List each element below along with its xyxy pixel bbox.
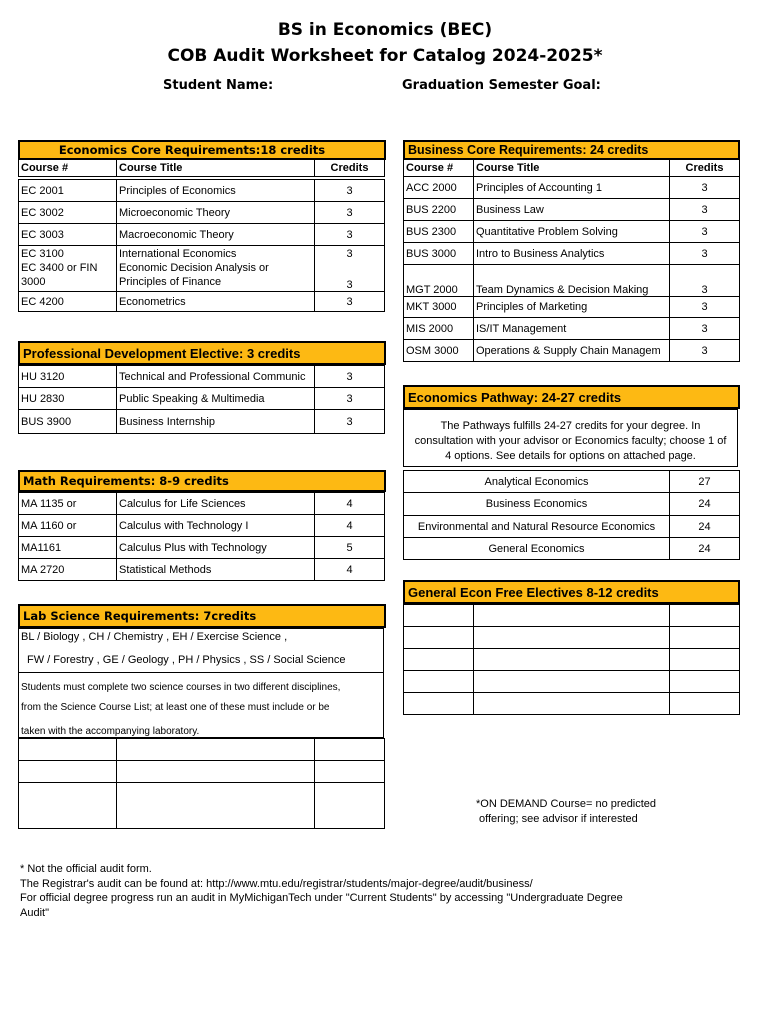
- table-row[interactable]: [404, 671, 740, 693]
- course-number: BUS 3000: [404, 243, 474, 265]
- course-credits: 3: [315, 224, 385, 246]
- table-row: [404, 318, 740, 340]
- econ-core-col-title: Course Title: [117, 159, 315, 177]
- course-number: BUS 2300: [404, 221, 474, 243]
- blank-cell[interactable]: [670, 649, 740, 671]
- blank-cell[interactable]: [670, 693, 740, 715]
- course-title: Operations & Supply Chain Managem: [474, 340, 670, 362]
- table-row: [19, 246, 385, 260]
- lab-science-header: [18, 604, 386, 628]
- blank-cell[interactable]: [474, 671, 670, 693]
- course-title: Calculus Plus with Technology: [117, 537, 315, 559]
- footer-line4: Audit": [20, 906, 49, 919]
- econ-pathway-description: [403, 409, 738, 467]
- course-title: Team Dynamics & Decision Making: [474, 265, 670, 297]
- econ-pathway-title: Economics Pathway: 24-27 credits: [408, 389, 622, 405]
- econ-core-col-credits: Credits: [315, 159, 385, 177]
- course-number: MIS 2000: [404, 318, 474, 340]
- pathway-name: Business Economics: [404, 493, 670, 516]
- lab-disciplines-line2: FW / Forestry , GE / Geology , PH / Physics , SS / Social Science: [27, 654, 346, 666]
- blank-cell[interactable]: [474, 627, 670, 649]
- blank-cell[interactable]: [404, 649, 474, 671]
- course-number: HU 3120: [19, 366, 117, 388]
- table-row: [404, 538, 740, 560]
- gen-electives-table: [403, 604, 740, 715]
- course-title: Intro to Business Analytics: [474, 243, 670, 265]
- course-number: ACC 2000: [404, 177, 474, 199]
- blank-cell[interactable]: [404, 693, 474, 715]
- course-number: BUS 2200: [404, 199, 474, 221]
- course-title: Calculus for Life Sciences: [117, 493, 315, 515]
- course-credits: 3: [670, 243, 740, 265]
- table-row: [404, 243, 740, 265]
- blank-cell[interactable]: [117, 761, 315, 783]
- course-credits: 3: [315, 202, 385, 224]
- lab-note-line2: from the Science Course List; at least one of these must include or be: [21, 702, 330, 713]
- blank-cell[interactable]: [315, 761, 385, 783]
- course-credits: 3: [670, 199, 740, 221]
- table-row: [404, 471, 740, 493]
- course-number: MA1161: [19, 537, 117, 559]
- econ-core-title: Economics Core Requirements:18 credits: [58, 143, 326, 157]
- course-number: MA 2720: [19, 559, 117, 581]
- table-row: [19, 224, 385, 246]
- course-credits: 3: [315, 410, 385, 434]
- graduation-goal-label: Graduation Semester Goal:: [402, 78, 601, 93]
- course-title: Technical and Professional Communic: [117, 366, 315, 388]
- bus-core-title: Business Core Requirements: 24 credits: [408, 143, 649, 157]
- blank-cell[interactable]: [404, 605, 474, 627]
- econ-core-col-course: Course #: [19, 159, 117, 177]
- table-row: [19, 202, 385, 224]
- lab-disciplines-line1: BL / Biology , CH / Chemistry , EH / Exercise Science ,: [21, 631, 288, 643]
- on-demand-note: [476, 797, 656, 827]
- course-title: Statistical Methods: [117, 559, 315, 581]
- table-row: [19, 515, 385, 537]
- course-number: MGT 2000: [404, 265, 474, 297]
- course-title: Business Law: [474, 199, 670, 221]
- course-credits: 5: [315, 537, 385, 559]
- gen-electives-header: [403, 580, 740, 604]
- blank-cell[interactable]: [670, 627, 740, 649]
- course-title: Quantitative Problem Solving: [474, 221, 670, 243]
- course-number: EC 2001: [19, 180, 117, 202]
- document-title-line1: BS in Economics (BEC): [277, 20, 493, 40]
- pathway-credits: 24: [670, 538, 740, 560]
- blank-cell[interactable]: [315, 783, 385, 829]
- course-title: Principles of Economics: [117, 180, 315, 202]
- blank-cell[interactable]: [19, 739, 117, 761]
- blank-cell[interactable]: [117, 783, 315, 829]
- blank-cell[interactable]: [19, 761, 117, 783]
- bus-core-col-title: Course Title: [474, 159, 670, 177]
- on-demand-line1: *ON DEMAND Course= no predicted: [476, 798, 657, 810]
- course-credits: 3: [315, 366, 385, 388]
- table-row: [19, 292, 385, 312]
- econ-pathway-header: [403, 385, 740, 409]
- table-row: [404, 199, 740, 221]
- pathway-name: Analytical Economics: [404, 471, 670, 493]
- lab-science-title: Lab Science Requirements: 7credits: [23, 609, 257, 623]
- on-demand-line2: offering; see advisor if interested: [479, 813, 638, 825]
- course-credits: 3: [315, 180, 385, 202]
- course-credits: 3: [315, 292, 385, 312]
- table-row: [404, 221, 740, 243]
- table-row[interactable]: [19, 739, 385, 761]
- course-title: Microeconomic Theory: [117, 202, 315, 224]
- course-title: Calculus with Technology I: [117, 515, 315, 537]
- blank-cell[interactable]: [404, 627, 474, 649]
- course-credits: 3: [315, 246, 385, 260]
- lab-science-box: [18, 628, 384, 738]
- blank-cell[interactable]: [19, 783, 117, 829]
- table-row: [19, 180, 385, 202]
- bus-core-col-course: Course #: [404, 159, 474, 177]
- pathway-desc-line1: The Pathways fulfills 24-27 credits for your degree. In: [440, 420, 701, 432]
- table-row: [19, 410, 385, 434]
- pathway-credits: 24: [670, 516, 740, 538]
- course-title: IS/IT Management: [474, 318, 670, 340]
- table-row: [404, 493, 740, 516]
- lab-note-line3: taken with the accompanying laboratory.: [21, 726, 200, 737]
- course-credits: 3: [670, 177, 740, 199]
- course-number: HU 2830: [19, 388, 117, 410]
- student-name-label: Student Name:: [163, 78, 274, 93]
- pathway-name: General Economics: [404, 538, 670, 560]
- footer-notes: [20, 862, 623, 920]
- econ-pathway-table: [403, 470, 740, 560]
- table-row: [19, 260, 385, 292]
- pathway-desc-line2: consultation with your advisor or Economics faculty; choose 1 of: [414, 435, 727, 447]
- course-title-line2: Principles of Finance: [119, 276, 222, 289]
- pathway-name: Environmental and Natural Resource Economics: [404, 516, 670, 538]
- table-row[interactable]: [19, 783, 385, 829]
- bus-core-header: [403, 140, 740, 160]
- course-title-line1: Economic Decision Analysis or: [119, 262, 269, 275]
- lab-note-line1: Students must complete two science courses in two different disciplines,: [21, 682, 341, 693]
- lab-science-table: [18, 738, 385, 829]
- course-credits: 4: [315, 515, 385, 537]
- prof-dev-title: Professional Development Elective: 3 credits: [23, 345, 301, 361]
- course-number: EC 3100: [19, 246, 117, 260]
- course-credits: 3: [670, 318, 740, 340]
- blank-cell[interactable]: [474, 693, 670, 715]
- course-credits: 4: [315, 493, 385, 515]
- course-number-line2: 3000: [21, 276, 46, 289]
- econ-core-rows: [18, 179, 385, 312]
- course-title: Principles of Accounting 1: [474, 177, 670, 199]
- blank-cell[interactable]: [474, 649, 670, 671]
- course-credits: 3: [315, 260, 385, 292]
- table-row: [19, 493, 385, 515]
- math-table: [18, 492, 385, 581]
- blank-cell[interactable]: [474, 605, 670, 627]
- pathway-credits: 27: [670, 471, 740, 493]
- course-credits: 3: [315, 388, 385, 410]
- math-header: [18, 470, 386, 492]
- course-number: EC 4200: [19, 292, 117, 312]
- course-credits: 3: [670, 221, 740, 243]
- document-title-line2: COB Audit Worksheet for Catalog 2024-2025*: [167, 46, 603, 66]
- course-number: [19, 260, 117, 292]
- gen-electives-title: General Econ Free Electives 8-12 credits: [408, 584, 659, 600]
- table-row: [404, 177, 740, 199]
- table-row: [19, 559, 385, 581]
- table-row: [19, 366, 385, 388]
- course-title: Business Internship: [117, 410, 315, 434]
- bus-core-table: [403, 158, 740, 362]
- prof-dev-header: [18, 341, 386, 365]
- blank-cell[interactable]: [315, 739, 385, 761]
- course-number: MKT 3000: [404, 297, 474, 318]
- course-number-line1: EC 3400 or FIN: [21, 262, 98, 275]
- course-title: Macroeconomic Theory: [117, 224, 315, 246]
- footer-line2: The Registrar's audit can be found at: http://www.mtu.edu/registrar/students/major-degree/audit/business/: [20, 877, 533, 890]
- blank-cell[interactable]: [404, 671, 474, 693]
- course-credits: 4: [315, 559, 385, 581]
- course-credits: 3: [670, 340, 740, 362]
- course-number: MA 1160 or: [19, 515, 117, 537]
- course-title: International Economics: [117, 246, 315, 260]
- table-row: [404, 297, 740, 318]
- course-number: OSM 3000: [404, 340, 474, 362]
- course-number: BUS 3900: [19, 410, 117, 434]
- table-row[interactable]: [404, 693, 740, 715]
- econ-core-header: [18, 140, 386, 160]
- pathway-desc-line3: 4 options. See details for options on attached page.: [445, 450, 696, 462]
- divider: [19, 672, 383, 673]
- blank-cell[interactable]: [117, 739, 315, 761]
- course-title: [117, 260, 315, 292]
- table-row[interactable]: [404, 627, 740, 649]
- blank-cell[interactable]: [670, 671, 740, 693]
- footer-line3: For official degree progress run an audit in MyMichiganTech under "Current Students" by accessing "Undergraduate Degree: [20, 892, 623, 904]
- footer-line1: * Not the official audit form.: [20, 863, 152, 875]
- course-credits: 3: [670, 265, 740, 297]
- course-title: Public Speaking & Multimedia: [117, 388, 315, 410]
- table-row[interactable]: [19, 761, 385, 783]
- course-credits: 3: [670, 297, 740, 318]
- blank-cell[interactable]: [670, 605, 740, 627]
- table-row[interactable]: [404, 649, 740, 671]
- course-title: Econometrics: [117, 292, 315, 312]
- bus-core-col-credits: Credits: [670, 159, 740, 177]
- course-title: Principles of Marketing: [474, 297, 670, 318]
- pathway-credits: 24: [670, 493, 740, 516]
- table-row: [19, 537, 385, 559]
- course-number: EC 3002: [19, 202, 117, 224]
- table-row[interactable]: [404, 605, 740, 627]
- table-row: [404, 265, 740, 297]
- course-number: EC 3003: [19, 224, 117, 246]
- table-row: [19, 388, 385, 410]
- math-title: Math Requirements: 8-9 credits: [23, 474, 229, 488]
- course-number: MA 1135 or: [19, 493, 117, 515]
- prof-dev-table: [18, 365, 385, 434]
- table-row: [404, 340, 740, 362]
- table-row: [404, 516, 740, 538]
